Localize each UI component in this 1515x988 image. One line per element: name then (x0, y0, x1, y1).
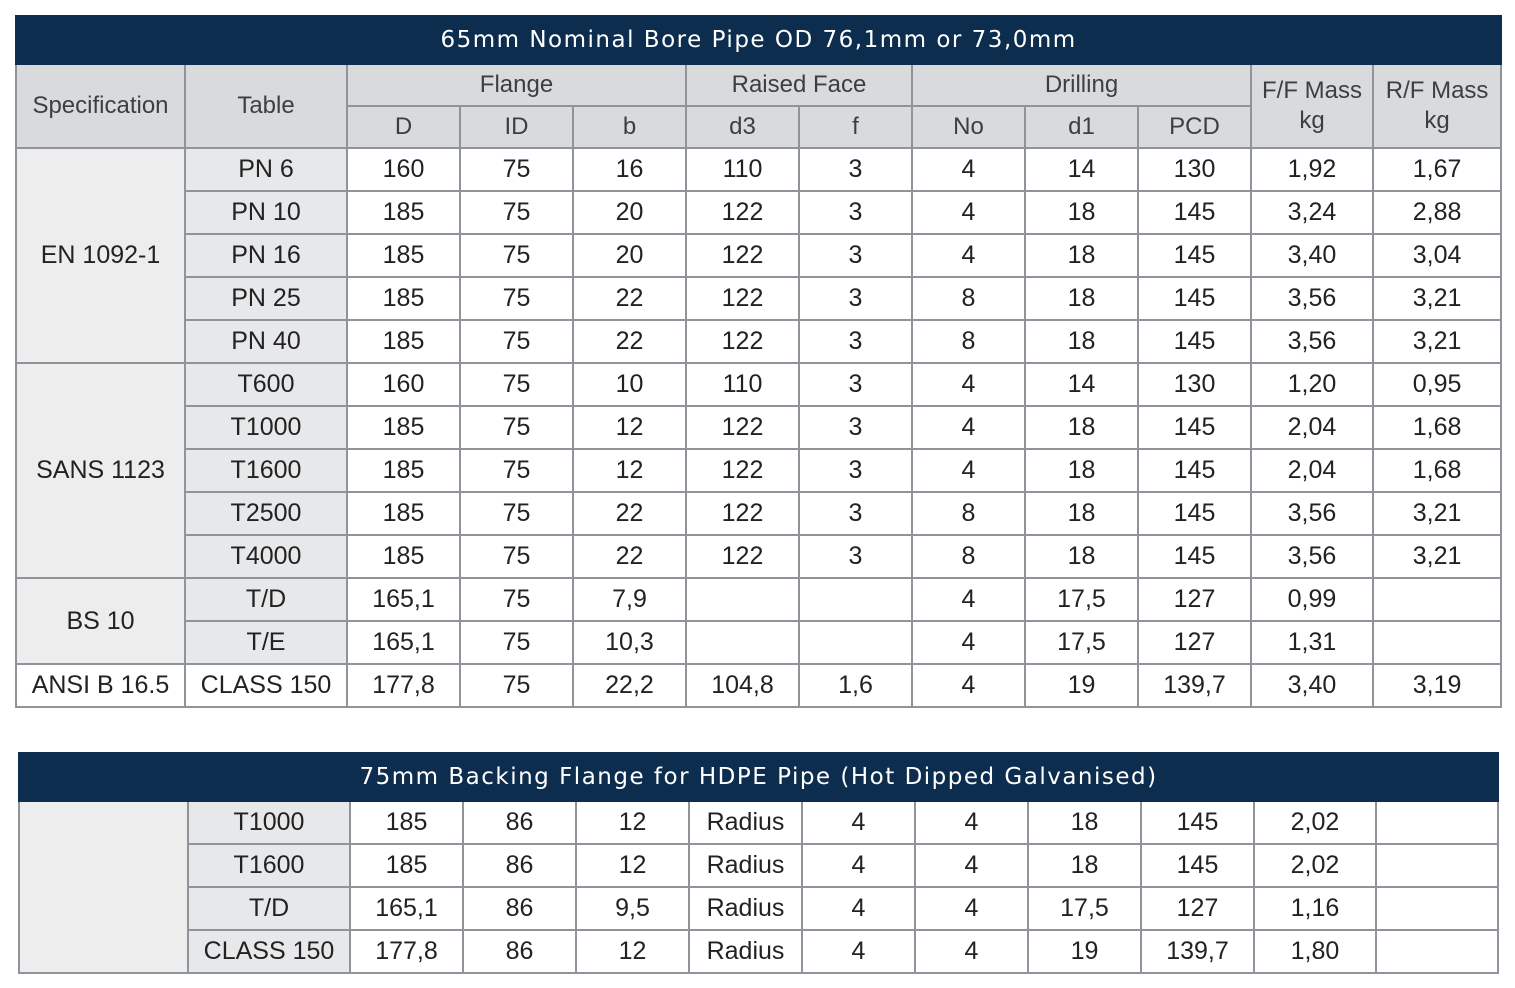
value-cell: Radius (689, 844, 802, 887)
value-cell: 185 (347, 234, 460, 277)
value-cell: 4 (912, 578, 1025, 621)
value-cell: 8 (912, 535, 1025, 578)
value-cell: 165,1 (350, 887, 463, 930)
value-cell: 3,04 (1373, 234, 1501, 277)
value-cell: 18 (1025, 234, 1138, 277)
value-cell: 122 (686, 191, 799, 234)
table-cell: T600 (185, 363, 347, 406)
value-cell: 4 (915, 844, 1028, 887)
value-cell: 75 (460, 621, 573, 664)
value-cell: 18 (1028, 844, 1141, 887)
value-cell: 110 (686, 148, 799, 191)
value-cell: 1,31 (1251, 621, 1373, 664)
value-cell: 110 (686, 363, 799, 406)
value-cell: 4 (912, 621, 1025, 664)
value-cell: 2,04 (1251, 406, 1373, 449)
value-cell: 3 (799, 148, 912, 191)
value-cell: 19 (1028, 930, 1141, 973)
value-cell: 127 (1138, 578, 1251, 621)
value-cell: 20 (573, 191, 686, 234)
value-cell: 12 (576, 930, 689, 973)
header-drilling: Drilling (912, 64, 1251, 106)
table-cell: T1600 (185, 449, 347, 492)
value-cell: 75 (460, 320, 573, 363)
value-cell: 18 (1025, 320, 1138, 363)
value-cell: 22 (573, 320, 686, 363)
value-cell: 3,56 (1251, 320, 1373, 363)
value-cell: 75 (460, 578, 573, 621)
header-table: Table (185, 64, 347, 148)
value-cell: 122 (686, 320, 799, 363)
table-cell: T1000 (188, 801, 350, 844)
value-cell: 75 (460, 406, 573, 449)
value-cell: 139,7 (1138, 664, 1251, 707)
value-cell: 86 (463, 887, 576, 930)
value-cell: 177,8 (347, 664, 460, 707)
value-cell: 1,6 (799, 664, 912, 707)
value-cell: 12 (573, 406, 686, 449)
value-cell: 145 (1138, 320, 1251, 363)
value-cell: 1,80 (1254, 930, 1376, 973)
value-cell: 3 (799, 320, 912, 363)
value-cell: 3 (799, 492, 912, 535)
value-cell: 185 (347, 449, 460, 492)
value-cell: 4 (915, 930, 1028, 973)
value-cell: 0,95 (1373, 363, 1501, 406)
value-cell: 185 (347, 277, 460, 320)
value-cell: 12 (576, 844, 689, 887)
value-cell: 145 (1138, 449, 1251, 492)
value-cell: 3,24 (1251, 191, 1373, 234)
value-cell: 177,8 (350, 930, 463, 973)
value-cell: 75 (460, 148, 573, 191)
value-cell: 122 (686, 277, 799, 320)
value-cell: 185 (350, 844, 463, 887)
table-cell: T1600 (188, 844, 350, 887)
value-cell: 18 (1025, 406, 1138, 449)
value-cell: 75 (460, 664, 573, 707)
value-cell: 122 (686, 449, 799, 492)
table-cell: T/D (185, 578, 347, 621)
value-cell (686, 578, 799, 621)
value-cell: 4 (802, 801, 915, 844)
value-cell: 1,68 (1373, 449, 1501, 492)
header-specification: Specification (16, 64, 185, 148)
value-cell: 22 (573, 277, 686, 320)
value-cell: 4 (915, 801, 1028, 844)
value-cell: 2,88 (1373, 191, 1501, 234)
value-cell: 1,67 (1373, 148, 1501, 191)
value-cell: 3 (799, 449, 912, 492)
table-row (19, 801, 1498, 844)
value-cell: 86 (463, 844, 576, 887)
value-cell (1373, 621, 1501, 664)
value-cell: 4 (912, 449, 1025, 492)
value-cell (1373, 578, 1501, 621)
value-cell: 3 (799, 535, 912, 578)
header-ff-mass (1251, 64, 1373, 148)
value-cell: 0,99 (1251, 578, 1373, 621)
table-row (19, 887, 1498, 930)
value-cell: 145 (1138, 535, 1251, 578)
value-cell: 145 (1141, 801, 1254, 844)
value-cell (799, 578, 912, 621)
value-cell: 10 (573, 363, 686, 406)
value-cell: 122 (686, 234, 799, 277)
value-cell: 20 (573, 234, 686, 277)
header-pcd: PCD (1138, 106, 1251, 148)
value-cell: 165,1 (347, 578, 460, 621)
header-id: ID (460, 106, 573, 148)
value-cell: 9,5 (576, 887, 689, 930)
value-cell: 3,56 (1251, 492, 1373, 535)
table-row (16, 406, 1501, 449)
value-cell: 4 (802, 887, 915, 930)
value-cell: 18 (1025, 191, 1138, 234)
value-cell: 145 (1138, 191, 1251, 234)
table-cell: CLASS 150 (188, 930, 350, 973)
value-cell: 185 (347, 535, 460, 578)
value-cell (1376, 844, 1498, 887)
value-cell: 10,3 (573, 621, 686, 664)
table-row (16, 449, 1501, 492)
table-cell: PN 40 (185, 320, 347, 363)
value-cell: 22,2 (573, 664, 686, 707)
value-cell: 3 (799, 363, 912, 406)
value-cell: 3,21 (1373, 277, 1501, 320)
value-cell: 22 (573, 492, 686, 535)
value-cell: 17,5 (1028, 887, 1141, 930)
value-cell: 4 (912, 191, 1025, 234)
value-cell: 2,02 (1254, 801, 1376, 844)
value-cell: 1,20 (1251, 363, 1373, 406)
value-cell (1376, 930, 1498, 973)
value-cell: 4 (802, 930, 915, 973)
spec-cell: EN 1092-1 (16, 148, 185, 363)
value-cell: 4 (912, 234, 1025, 277)
value-cell: 185 (347, 320, 460, 363)
value-cell: 145 (1138, 277, 1251, 320)
value-cell: 14 (1025, 148, 1138, 191)
value-cell: 8 (912, 320, 1025, 363)
value-cell: 18 (1025, 449, 1138, 492)
value-cell: 3,19 (1373, 664, 1501, 707)
value-cell (1376, 887, 1498, 930)
value-cell: 3 (799, 234, 912, 277)
table-row (16, 320, 1501, 363)
table-cell: PN 16 (185, 234, 347, 277)
value-cell: Radius (689, 930, 802, 973)
value-cell: 139,7 (1141, 930, 1254, 973)
value-cell: 145 (1138, 234, 1251, 277)
value-cell: 86 (463, 801, 576, 844)
value-cell: 185 (347, 191, 460, 234)
value-cell: 86 (463, 930, 576, 973)
table-cell: T1000 (185, 406, 347, 449)
value-cell: 12 (576, 801, 689, 844)
value-cell: 17,5 (1025, 578, 1138, 621)
header-d: D (347, 106, 460, 148)
value-cell: 75 (460, 535, 573, 578)
value-cell: 3 (799, 406, 912, 449)
header-rf-mass (1373, 64, 1501, 148)
value-cell: 185 (350, 801, 463, 844)
table-cell: T/D (188, 887, 350, 930)
value-cell: 2,04 (1251, 449, 1373, 492)
value-cell: 14 (1025, 363, 1138, 406)
table-row (16, 578, 1501, 621)
header-no: No (912, 106, 1025, 148)
value-cell: 3,40 (1251, 234, 1373, 277)
value-cell: 3,40 (1251, 664, 1373, 707)
table-title: 75mm Backing Flange for HDPE Pipe (Hot Dipped Galvanised) (19, 753, 1498, 801)
table-cell: T4000 (185, 535, 347, 578)
value-cell: 1,16 (1254, 887, 1376, 930)
value-cell: 1,92 (1251, 148, 1373, 191)
table-title: 65mm Nominal Bore Pipe OD 76,1mm or 73,0mm (16, 16, 1501, 64)
table-cell: PN 10 (185, 191, 347, 234)
value-cell: 160 (347, 363, 460, 406)
value-cell: 18 (1025, 535, 1138, 578)
value-cell: 75 (460, 449, 573, 492)
table-row (16, 664, 1501, 707)
value-cell: 185 (347, 492, 460, 535)
value-cell: 160 (347, 148, 460, 191)
value-cell: 18 (1028, 801, 1141, 844)
table-row (19, 844, 1498, 887)
spec-cell: SANS 1123 (16, 363, 185, 578)
value-cell: 8 (912, 277, 1025, 320)
value-cell: 4 (912, 148, 1025, 191)
value-cell: 4 (802, 844, 915, 887)
value-cell: 104,8 (686, 664, 799, 707)
table-cell: CLASS 150 (185, 664, 347, 707)
table-row (16, 148, 1501, 191)
value-cell: 22 (573, 535, 686, 578)
value-cell: 3,21 (1373, 320, 1501, 363)
value-cell: 130 (1138, 363, 1251, 406)
value-cell: 8 (912, 492, 1025, 535)
value-cell: 122 (686, 492, 799, 535)
spec-cell: ANSI B 16.5 (16, 664, 185, 707)
value-cell: 3,21 (1373, 535, 1501, 578)
value-cell: 4 (915, 887, 1028, 930)
value-cell (1376, 801, 1498, 844)
value-cell: 122 (686, 406, 799, 449)
value-cell: 17,5 (1025, 621, 1138, 664)
table-cell: T/E (185, 621, 347, 664)
value-cell: 18 (1025, 492, 1138, 535)
value-cell: 75 (460, 492, 573, 535)
header-d1: d1 (1025, 106, 1138, 148)
value-cell: 19 (1025, 664, 1138, 707)
value-cell: 185 (347, 406, 460, 449)
value-cell: 3 (799, 191, 912, 234)
value-cell: 4 (912, 664, 1025, 707)
header-d3: d3 (686, 106, 799, 148)
value-cell: Radius (689, 887, 802, 930)
value-cell: 3,56 (1251, 277, 1373, 320)
value-cell: 3 (799, 277, 912, 320)
table-row (16, 277, 1501, 320)
value-cell (799, 621, 912, 664)
table-row (16, 191, 1501, 234)
value-cell: 7,9 (573, 578, 686, 621)
spec-cell: BS 10 (16, 578, 185, 664)
header-rf-mass-unit: kg (1424, 107, 1450, 134)
table-row (16, 363, 1501, 406)
value-cell: 75 (460, 277, 573, 320)
value-cell: 75 (460, 363, 573, 406)
value-cell: 75 (460, 234, 573, 277)
backing-flange-table-75mm (18, 752, 1499, 974)
value-cell: 18 (1025, 277, 1138, 320)
header-raised-face: Raised Face (686, 64, 912, 106)
value-cell: 1,68 (1373, 406, 1501, 449)
value-cell: 4 (912, 363, 1025, 406)
value-cell: 127 (1141, 887, 1254, 930)
value-cell: 3,21 (1373, 492, 1501, 535)
table-cell: PN 25 (185, 277, 347, 320)
value-cell: 2,02 (1254, 844, 1376, 887)
table-row (16, 621, 1501, 664)
value-cell: 145 (1141, 844, 1254, 887)
value-cell: 130 (1138, 148, 1251, 191)
value-cell: 165,1 (347, 621, 460, 664)
table-cell: T2500 (185, 492, 347, 535)
header-flange: Flange (347, 64, 686, 106)
table-row (16, 492, 1501, 535)
flange-table-65mm (15, 15, 1502, 708)
spec-cell (19, 801, 188, 973)
value-cell: 16 (573, 148, 686, 191)
value-cell: 127 (1138, 621, 1251, 664)
value-cell: 145 (1138, 406, 1251, 449)
header-ff-mass-unit: kg (1299, 107, 1325, 134)
header-ff-mass-label: F/F Mass (1262, 77, 1362, 104)
value-cell (686, 621, 799, 664)
value-cell: Radius (689, 801, 802, 844)
value-cell: 122 (686, 535, 799, 578)
value-cell: 3,56 (1251, 535, 1373, 578)
value-cell: 145 (1138, 492, 1251, 535)
value-cell: 4 (912, 406, 1025, 449)
header-f: f (799, 106, 912, 148)
header-rf-mass-label: R/F Mass (1385, 77, 1489, 104)
value-cell: 75 (460, 191, 573, 234)
table-row (19, 930, 1498, 973)
table-row (16, 535, 1501, 578)
table-row (16, 234, 1501, 277)
value-cell: 12 (573, 449, 686, 492)
table-cell: PN 6 (185, 148, 347, 191)
header-b: b (573, 106, 686, 148)
